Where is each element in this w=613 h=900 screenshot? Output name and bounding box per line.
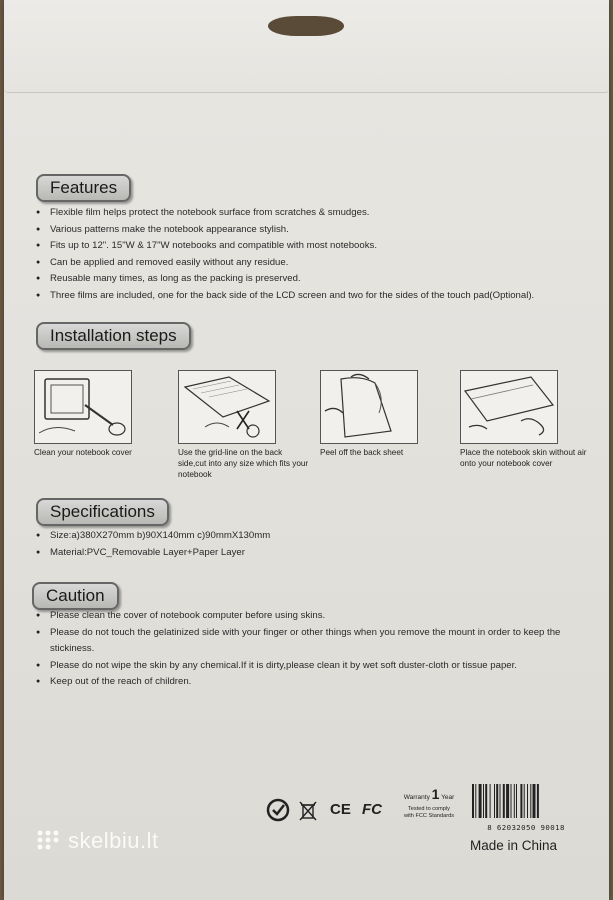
- specifications-list: [36, 528, 596, 561]
- made-in-label: Made in China: [470, 838, 558, 853]
- ce-mark-icon: CE: [330, 801, 351, 818]
- fcc-tested-line2: with FCC Standards: [403, 813, 455, 819]
- list-item: ● Please clean the cover of notebook computer before using skins.: [36, 608, 566, 625]
- step-caption: Use the grid-line on the back side,cut into any size which fits your notebook: [178, 448, 309, 479]
- step-2-illustration: [178, 370, 276, 444]
- step-3-illustration: [320, 370, 418, 444]
- barcode-digits: 8 62032050 90018: [487, 823, 565, 832]
- warranty-unit: Year: [441, 794, 455, 801]
- specifications-heading: Specifications: [36, 498, 169, 526]
- hang-hole: [268, 16, 344, 36]
- list-item: ● Please do not wipe the skin by any chemical.If it is dirty,please clean it by wet soft duster-cloth or tissue paper.: [36, 658, 566, 675]
- watermark-text: skelbiu.lt: [68, 828, 159, 853]
- watermark-dots-icon: [36, 829, 64, 851]
- fcc-tested-line1: Tested to comply: [408, 806, 450, 812]
- list-item: ● Please do not touch the gelatinized side with your finger or other things when you remove the mount in order to keep the stickiness.: [36, 625, 566, 658]
- package-back: [4, 0, 609, 900]
- warranty-number: 1: [431, 786, 440, 802]
- install-step-1: [34, 370, 166, 458]
- install-step-3: [320, 370, 452, 458]
- weee-bin-icon: [298, 800, 318, 825]
- install-step-4: [460, 370, 592, 469]
- barcode: [470, 784, 582, 832]
- warranty-badge: [398, 786, 460, 820]
- caution-list: [36, 608, 566, 691]
- step-caption: Place the notebook skin without air onto your notebook cover: [460, 448, 587, 468]
- barcode-bars-icon: [470, 784, 582, 818]
- list-item: ● Can be applied and removed easily without any residue.: [36, 255, 596, 272]
- features-heading: Features: [36, 174, 131, 202]
- step-1-illustration: [34, 370, 132, 444]
- features-list: [36, 205, 596, 304]
- step-caption: Clean your notebook cover: [34, 448, 132, 457]
- install-step-2: [178, 370, 310, 480]
- rohs-check-icon: [266, 798, 290, 825]
- list-item: ● Reusable many times, as long as the packing is preserved.: [36, 271, 596, 288]
- list-item: ● Fits up to 12". 15"W & 17"W notebooks and compatible with most notebooks.: [36, 238, 596, 255]
- warranty-word: Warranty: [403, 794, 430, 801]
- list-item: ● Three films are included, one for the back side of the LCD screen and two for the sides of the touch pad(Optional).: [36, 288, 596, 305]
- hanger-flap: [4, 0, 609, 93]
- list-item: ● Keep out of the reach of children.: [36, 674, 566, 691]
- fcc-mark-icon: FC: [362, 801, 382, 818]
- list-item: ● Various patterns make the notebook appearance stylish.: [36, 222, 596, 239]
- list-item: ● Flexible film helps protect the notebook surface from scratches & smudges.: [36, 205, 596, 222]
- step-4-illustration: [460, 370, 558, 444]
- step-caption: Peel off the back sheet: [320, 448, 404, 457]
- list-item: ● Size:a)380X270mm b)90X140mm c)90mmX130mm: [36, 528, 596, 545]
- installation-heading: Installation steps: [36, 322, 191, 350]
- caution-heading: Caution: [32, 582, 119, 610]
- watermark: [36, 828, 159, 854]
- list-item: ● Material:PVC_Removable Layer+Paper Layer: [36, 545, 596, 562]
